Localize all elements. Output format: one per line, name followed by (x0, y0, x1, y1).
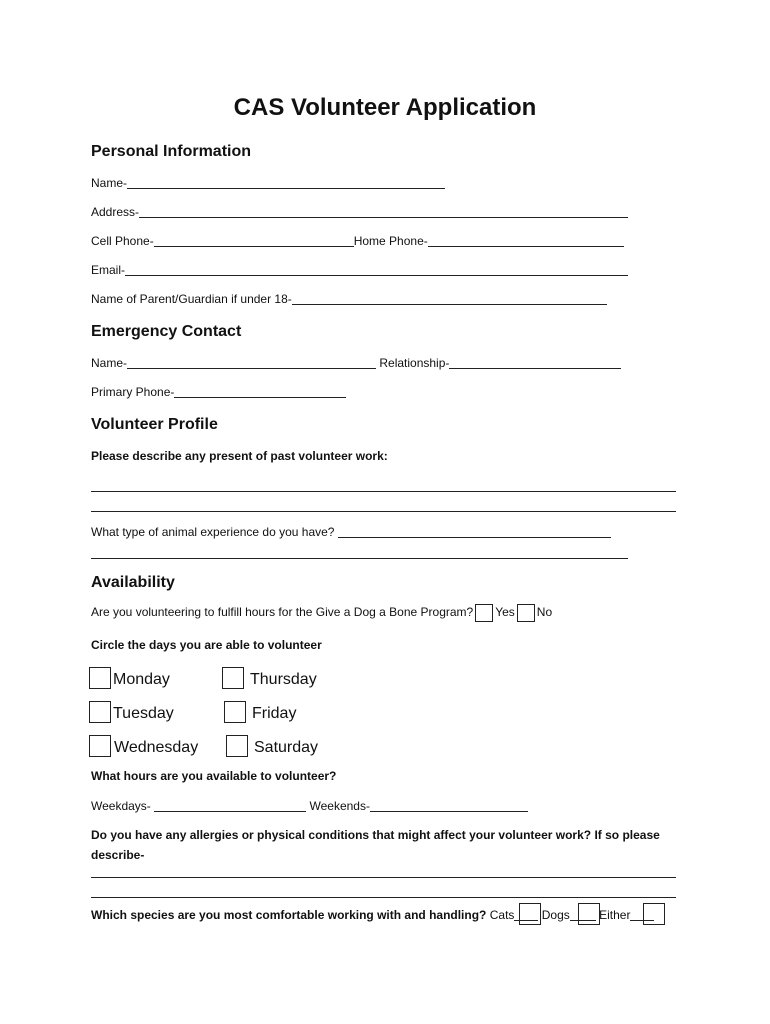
past-work-label: Please describe any present of past volunteer work: (91, 449, 388, 463)
wednesday-checkbox[interactable] (89, 735, 111, 757)
either-checkbox[interactable] (643, 903, 665, 925)
no-label: No (536, 605, 553, 620)
thursday-checkbox[interactable] (222, 667, 244, 689)
name-label: Name- (91, 176, 128, 190)
animal-exp-row (91, 525, 611, 539)
thursday-label: Thursday (250, 671, 317, 688)
parent-field[interactable] (292, 292, 607, 305)
email-row (91, 263, 628, 277)
profile-heading: Volunteer Profile (91, 416, 218, 433)
emergency-heading: Emergency Contact (91, 323, 242, 340)
allergies-label: Do you have any allergies or physical conditions that might affect your volunteer work? If so please (91, 828, 660, 842)
friday-checkbox[interactable] (224, 701, 246, 723)
home-phone-label: Home Phone- (353, 234, 428, 248)
day-wednesday[interactable] (89, 735, 198, 757)
parent-label: Name of Parent/Guardian if under 18- (91, 292, 292, 306)
tuesday-checkbox[interactable] (89, 701, 111, 723)
wednesday-label: Wednesday (114, 739, 199, 756)
phone-row (91, 234, 624, 248)
cats-checkbox[interactable] (519, 903, 541, 925)
dogs-checkbox[interactable] (578, 903, 600, 925)
emergency-name-label: Name- (91, 356, 128, 370)
animal-exp-line-2[interactable] (91, 558, 628, 559)
monday-label: Monday (113, 671, 170, 688)
past-work-line-1[interactable] (91, 491, 676, 492)
primary-phone-label: Primary Phone- (91, 385, 175, 399)
hours-label: What hours are you available to volunteer? (91, 769, 337, 783)
email-label: Email- (91, 263, 126, 277)
animal-exp-field[interactable] (338, 525, 611, 538)
weekdays-label: Weekdays- (91, 799, 151, 813)
emergency-name-field[interactable] (127, 356, 376, 369)
day-saturday[interactable] (226, 735, 318, 757)
dogs-label: Dogs (541, 908, 570, 922)
tuesday-label: Tuesday (113, 705, 174, 722)
saturday-checkbox[interactable] (226, 735, 248, 757)
species-row (91, 908, 654, 922)
program-row (91, 604, 552, 622)
hours-row (91, 799, 528, 813)
address-field[interactable] (139, 205, 628, 218)
address-row (91, 205, 628, 219)
friday-label: Friday (252, 705, 297, 722)
either-label: Either (599, 908, 631, 922)
parent-row (91, 292, 607, 306)
no-checkbox[interactable] (517, 604, 535, 622)
animal-exp-label: What type of animal experience do you have? (91, 525, 335, 539)
cell-phone-label: Cell Phone- (91, 234, 154, 248)
weekdays-field[interactable] (154, 799, 306, 812)
cats-label: Cats (489, 908, 515, 922)
page-title: CAS Volunteer Application (233, 94, 537, 121)
monday-checkbox[interactable] (89, 667, 111, 689)
day-thursday[interactable] (222, 667, 317, 689)
emergency-phone-row (91, 385, 346, 399)
days-label: Circle the days you are able to volunteer (91, 638, 322, 652)
day-friday[interactable] (224, 701, 296, 723)
yes-checkbox[interactable] (475, 604, 493, 622)
weekends-label: Weekends- (309, 799, 370, 813)
day-tuesday[interactable] (89, 701, 174, 723)
allergies-line-1[interactable] (91, 877, 676, 878)
allergies-label-2: describe- (91, 848, 145, 862)
relationship-field[interactable] (449, 356, 621, 369)
cell-phone-field[interactable] (154, 234, 354, 247)
home-phone-field[interactable] (428, 234, 624, 247)
program-question: Are you volunteering to fulfill hours for the Give a Dog a Bone Program? (91, 605, 474, 620)
email-field[interactable] (125, 263, 628, 276)
past-work-line-2[interactable] (91, 511, 676, 512)
allergies-line-2[interactable] (91, 897, 676, 898)
yes-label: Yes (495, 605, 515, 620)
day-monday[interactable] (89, 667, 170, 689)
relationship-label: Relationship- (379, 356, 450, 370)
primary-phone-field[interactable] (174, 385, 346, 398)
saturday-label: Saturday (254, 739, 319, 756)
name-row (91, 176, 445, 190)
species-label: Which species are you most comfortable working with and handling? (91, 908, 487, 922)
availability-heading: Availability (91, 574, 175, 591)
personal-heading: Personal Information (91, 143, 252, 160)
emergency-name-row (91, 356, 621, 370)
address-label: Address- (91, 205, 140, 219)
weekends-field[interactable] (370, 799, 528, 812)
name-field[interactable] (127, 176, 445, 189)
